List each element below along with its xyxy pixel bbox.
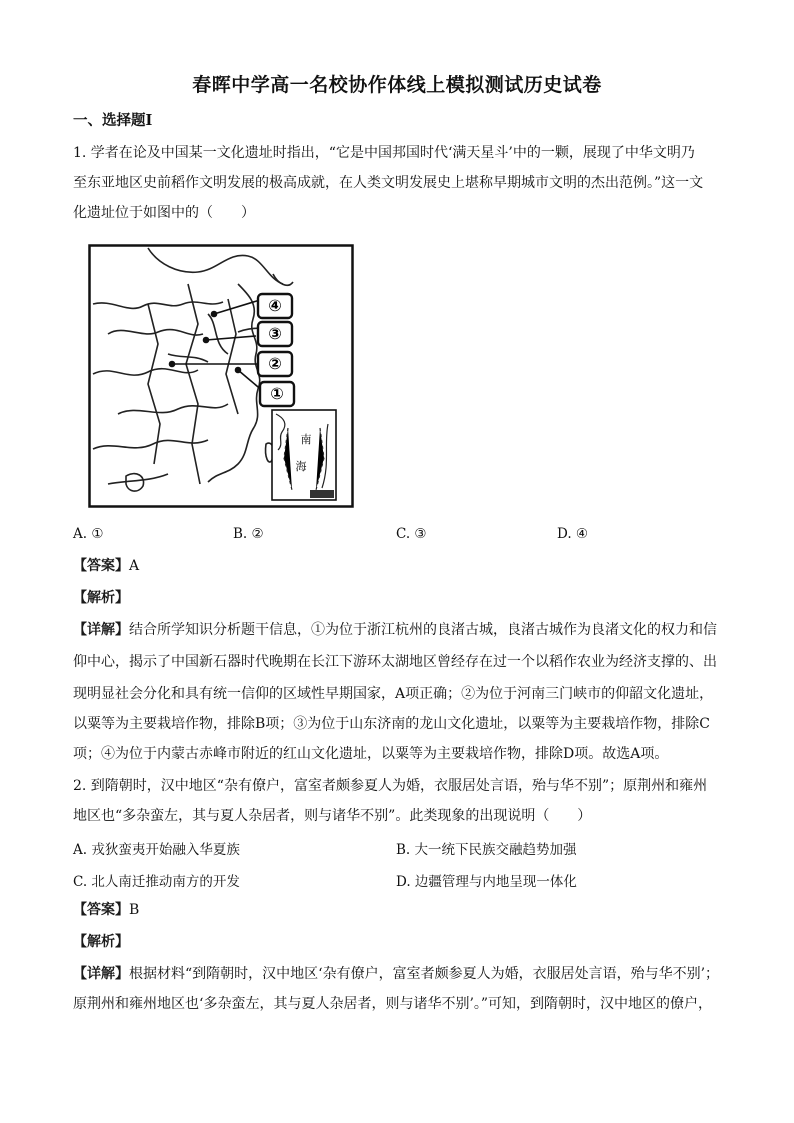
q1-detail-line-2: 仰中心，揭示了中国新石器时代晚期在长江下游环太湖地区曾经存在过一个以稻作农业为经济支撑的、出	[73, 654, 717, 670]
exam-title: 春晖中学高一名校协作体线上模拟测试历史试卷	[192, 74, 602, 96]
q2-option-d[interactable]: D. 边疆管理与内地呈现一体化	[396, 874, 577, 890]
south-china-sea-inset	[272, 410, 336, 500]
q1-detail-line-1	[73, 620, 717, 640]
section-heading: 一、选择题Ⅰ	[73, 112, 153, 129]
svg-text:④: ④	[268, 296, 282, 315]
inset-label-hai: 海	[295, 460, 307, 473]
q1-stem-line-2: 至东亚地区史前稻作文明发展的极高成就，在人类文明发展史上堪称早期城市文明的杰出范例。”这一文	[73, 175, 704, 191]
q1-answer-row	[73, 556, 139, 576]
q1-detail-tag: 【详解】	[73, 622, 129, 638]
q2-answer-tag: 【答案】	[73, 902, 129, 918]
q1-detail-text-1: 结合所学知识分析题干信息，①为位于浙江杭州的良渚古城，良渚古城作为良渚文化的权力和信	[129, 622, 717, 638]
q1-stem-line-3: 化遗址位于如图中的（ ）	[73, 205, 255, 221]
map-marker-2	[258, 352, 292, 376]
q2-stem-line-1: 2. 到隋朝时，汉中地区“杂有僚户，富室者颇参夏人为婚，衣服居处言语，殆与华不别”；原荆州和雍州	[73, 778, 708, 794]
q1-option-d[interactable]: D. ④	[557, 526, 589, 542]
q1-analysis-tag: 【解析】	[73, 590, 129, 606]
q1-detail-line-4: 以粟等为主要栽培作物，排除B项；③为位于山东济南的龙山文化遗址，以粟等为主要栽培作物，排除C	[73, 716, 710, 732]
q2-analysis-tag: 【解析】	[73, 934, 129, 950]
svg-text:③: ③	[268, 324, 282, 343]
q2-detail-line-2: 原荆州和雍州地区也‘多杂蛮左，其与夏人杂居者，则与诸华不别’。”可知，到隋朝时，汉中地区的僚户，	[73, 996, 713, 1012]
q2-option-a[interactable]: A. 戎狄蛮夷开始融入华夏族	[73, 842, 240, 858]
map-marker-1	[260, 382, 294, 406]
inset-label-nan: 南	[300, 433, 312, 446]
svg-text:②: ②	[268, 354, 282, 373]
q1-answer-value: A	[129, 558, 140, 574]
map-marker-3	[258, 322, 292, 346]
q2-detail-text-1: 根据材料“到隋朝时，汉中地区‘杂有僚户，富室者颇参夏人为婚，衣服居处言语，殆与华不别’；	[129, 966, 720, 982]
q1-option-a[interactable]: A. ①	[73, 526, 104, 542]
q2-answer-value: B	[129, 902, 140, 918]
q2-stem-line-2: 地区也“多杂蛮左，其与夏人杂居者，则与诸华不别”。此类现象的出现说明（ ）	[73, 808, 592, 824]
map-marker-4	[258, 294, 292, 318]
q1-option-c[interactable]: C. ③	[396, 526, 427, 542]
q1-detail-line-3: 现明显社会分化和具有统一信仰的区域性早期国家，A项正确；②为位于河南三门峡市的仰韶文化遗址，	[73, 686, 714, 702]
q2-answer-row	[73, 900, 139, 920]
q1-option-b[interactable]: B. ②	[233, 526, 264, 542]
china-map-figure	[88, 244, 354, 508]
map-svg	[88, 244, 354, 508]
q2-option-c[interactable]: C. 北人南迁推动南方的开发	[73, 874, 240, 890]
svg-text:①: ①	[270, 384, 284, 403]
q1-detail-line-5: 项；④为位于内蒙古赤峰市附近的红山文化遗址，以粟等为主要栽培作物，排除D项。故选A项。	[73, 746, 669, 762]
q1-stem-line-1: 1. 学者在论及中国某一文化遗址时指出，“它是中国邦国时代‘满天星斗’中的一颗，展现了中华文明乃	[73, 145, 695, 161]
q2-detail-line-1	[73, 964, 719, 984]
q2-option-b[interactable]: B. 大一统下民族交融趋势加强	[396, 842, 577, 858]
q2-detail-tag: 【详解】	[73, 966, 129, 982]
q1-answer-tag: 【答案】	[73, 558, 129, 574]
